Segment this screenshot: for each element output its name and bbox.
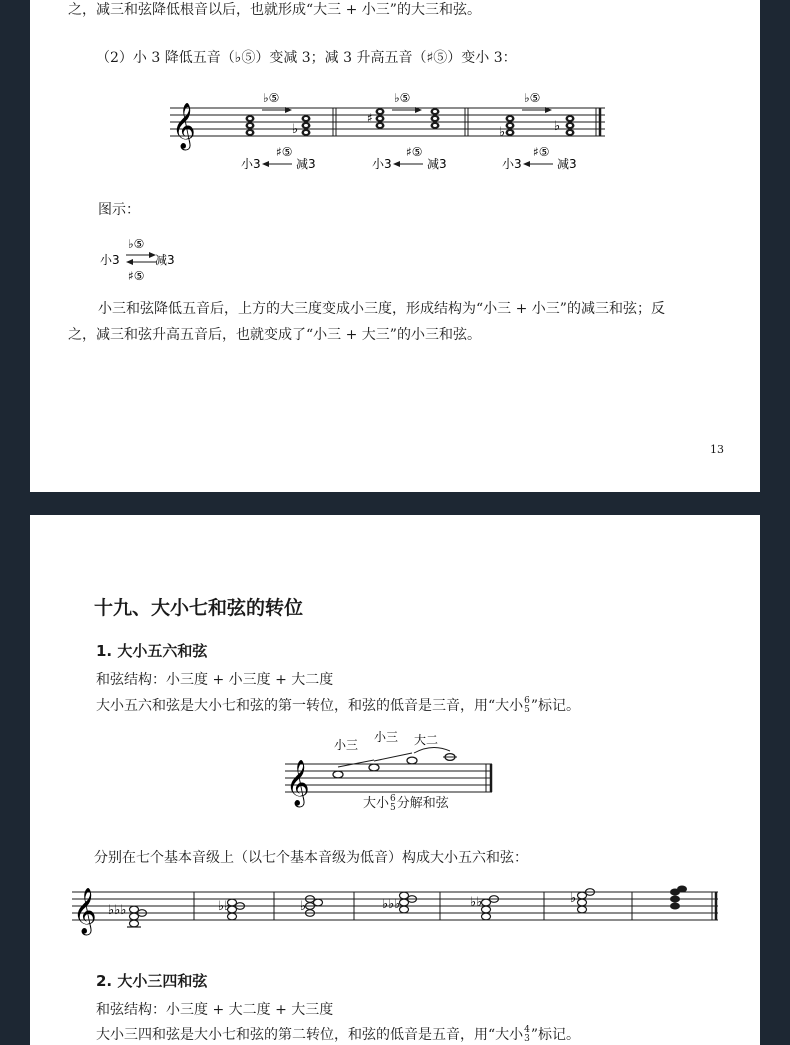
group1-right-label: 减3 [296, 157, 316, 171]
caption-65-bottom: 5 [390, 802, 396, 813]
section-title: 十九、大小七和弦的转位 [94, 597, 304, 619]
diagram-bottom: ♯⑤ [128, 269, 145, 283]
flat-icon: ♭ [499, 125, 506, 140]
group1-bottom-label: ♯⑤ [276, 145, 293, 159]
diagram-top: ♭⑤ [128, 237, 145, 251]
book-page-13 [30, 0, 760, 492]
conversion-diagram [100, 232, 220, 292]
text-line-top: 之，减三和弦降低根音以后，也就形成“大三 + 小三”的大三和弦。 [68, 2, 481, 18]
arrow-icon [262, 161, 269, 167]
diagram-right: 减3 [155, 253, 175, 267]
arrow-icon [523, 161, 530, 167]
svg-text:♭♭♭: ♭♭♭ [108, 903, 127, 918]
description-1-post: ”标记。 [530, 698, 581, 714]
group3-top-label: ♭⑤ [524, 91, 541, 105]
sharp-icon: ♯ [367, 111, 373, 125]
svg-text:♭♭: ♭♭ [218, 899, 231, 914]
figure-65 [524, 697, 530, 715]
structure-line-1: 和弦结构：小三度 + 小三度 + 大二度 [96, 672, 334, 688]
svg-text:♭♭: ♭♭ [470, 895, 483, 910]
description-line-2 [96, 1025, 580, 1045]
music-example-seven-chords [70, 880, 760, 940]
group3-right-label: 减3 [557, 157, 577, 171]
group2-bottom-label: ♯⑤ [406, 145, 423, 159]
page-number: 13 [710, 443, 724, 456]
subsection-title-2: 2. 大小三四和弦 [96, 972, 208, 990]
staff-caption [363, 794, 449, 814]
book-page-next [30, 515, 760, 1045]
interval-label-2: 小三 [374, 730, 399, 744]
figure-43 [524, 1026, 530, 1044]
svg-text:♭: ♭ [570, 891, 577, 906]
figure-65-bottom: 5 [524, 705, 530, 715]
group2-top-label: ♭⑤ [394, 91, 411, 105]
group3-bottom-label: ♯⑤ [533, 145, 550, 159]
group3-left-label: 小3 [502, 157, 522, 171]
accidentals-group [108, 891, 576, 918]
rule-label: （2）小 3 降低五音（♭⑤）变减 3；减 3 升高五音（♯⑤）变小 3： [96, 50, 517, 66]
group2-right-label: 减3 [427, 157, 447, 171]
flat-icon: ♭ [554, 119, 561, 134]
subsection-title-1: 1. 大小五六和弦 [96, 642, 208, 660]
svg-text:♭♭♭: ♭♭♭ [382, 897, 401, 912]
arrow-icon [393, 161, 400, 167]
svg-text:♭: ♭ [300, 899, 307, 914]
paragraph-line-2: 之，减三和弦升高五音后，也就变成了“小三 + 大三”的小三和弦。 [68, 327, 481, 343]
figure-65-caption [390, 795, 396, 813]
description-2-post: ”标记。 [530, 1027, 581, 1043]
diagram-label: 图示： [98, 202, 140, 218]
treble-clef-icon: 𝄞 [286, 760, 310, 806]
group2-left-label: 小3 [372, 157, 392, 171]
treble-clef-icon: 𝄞 [172, 103, 196, 149]
flat-icon: ♭ [292, 122, 299, 137]
figure-43-bottom: 3 [524, 1034, 530, 1044]
staff-caption-post: 分解和弦 [396, 796, 449, 811]
build-instruction: 分别在七个基本音级上（以七个基本音级为低音）构成大小五六和弦： [94, 850, 528, 866]
description-1-pre: 大小五六和弦是大小七和弦的第一转位，和弦的低音是三音，用“大小 [96, 698, 524, 714]
diagram-left: 小3 [100, 253, 120, 267]
treble-clef-icon: 𝄞 [73, 888, 97, 934]
caption-65-top: 6 [390, 793, 396, 804]
arrow-icon [126, 259, 133, 265]
music-example-minor-diminished [30, 88, 760, 178]
structure-line-2: 和弦结构：小三度 + 大二度 + 大三度 [96, 1002, 334, 1018]
description-2-pre: 大小三四和弦是大小七和弦的第二转位，和弦的低音是五音，用“大小 [96, 1027, 524, 1043]
group1-left-label: 小3 [241, 157, 261, 171]
figure-43-top: 4 [524, 1025, 530, 1035]
group1-top-label: ♭⑤ [263, 91, 280, 105]
interval-label-1: 小三 [334, 738, 359, 752]
chord-notes-group [127, 889, 595, 927]
staff-caption-pre: 大小 [363, 796, 390, 811]
description-line-1 [96, 696, 580, 716]
figure-65-top: 6 [524, 696, 530, 706]
paragraph-line-1: 小三和弦降低五音后，上方的大三度变成小三度，形成结构为“小三 + 小三”的减三和弦；反 [98, 301, 665, 317]
interval-label-3: 大二 [414, 733, 439, 747]
